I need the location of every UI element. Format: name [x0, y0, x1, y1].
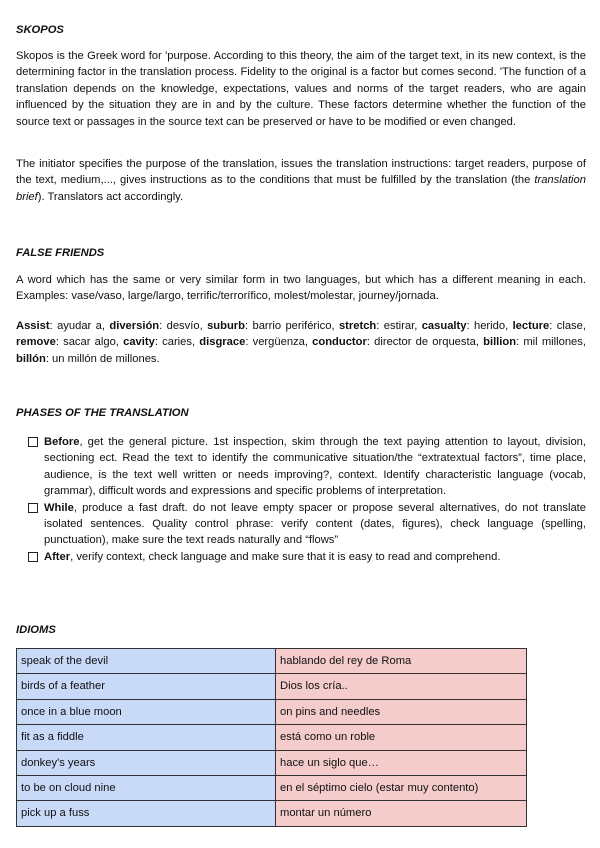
idiom-english: pick up a fuss: [17, 801, 276, 826]
checkbox-icon[interactable]: [28, 437, 38, 447]
ff-meaning: : vergüenza,: [245, 336, 313, 349]
phases-heading: PHASES OF THE TRANSLATION: [16, 407, 189, 419]
ff-meaning: : estirar,: [376, 320, 422, 332]
phase-text: , produce a fast draft. do not leave empty spacer or propose several alternatives, do not translate isolated sentences. Quality control phrase: verify content (dates, figures), check language (spelling, punctuation), make sure the text reads naturally and “flows”: [44, 501, 586, 547]
phase-text: , verify context, check language and make sure that it is easy to read and comprehend.: [70, 550, 501, 563]
ff-term: Assist: [16, 320, 50, 332]
idiom-english: birds of a feather: [17, 674, 276, 699]
table-row: [17, 750, 527, 775]
skopos-p2-end: ). Translators act accordingly.: [37, 190, 184, 203]
ff-meaning: : desvío,: [159, 320, 208, 332]
skopos-paragraph-2: [16, 156, 586, 205]
ff-meaning: : ayudar a,: [49, 320, 110, 332]
table-row: [17, 674, 527, 699]
table-row: [17, 649, 527, 674]
idiom-english: speak of the devil: [17, 649, 276, 674]
ff-term: casualty: [421, 320, 467, 332]
idioms-table: [16, 648, 527, 827]
idiom-spanish: montar un número: [276, 801, 527, 826]
idiom-spanish: hace un siglo que…: [276, 750, 527, 775]
ff-term: conductor: [312, 336, 367, 349]
idioms-heading: IDIOMS: [16, 624, 56, 636]
ff-meaning: : caries,: [154, 336, 200, 349]
phase-term: While: [44, 501, 74, 514]
ff-term: stretch: [338, 320, 377, 332]
phase-item-before: [28, 434, 586, 500]
ff-term: remove: [16, 336, 56, 349]
ff-term: lecture: [512, 320, 550, 332]
table-row: [17, 725, 527, 750]
idiom-english: donkey's years: [17, 750, 276, 775]
ff-meaning: : un millón de millones.: [45, 352, 160, 365]
idiom-english: once in a blue moon: [17, 699, 276, 724]
false-friends-heading: FALSE FRIENDS: [16, 247, 105, 259]
idiom-spanish: hablando del rey de Roma: [276, 649, 527, 674]
ff-term: diversión: [109, 320, 160, 332]
idiom-spanish: Dios los cría..: [276, 674, 527, 699]
ff-meaning: : clase,: [549, 320, 586, 332]
ff-term: billion: [483, 336, 517, 349]
phases-list: [28, 434, 586, 565]
idiom-spanish: en el séptimo cielo (estar muy contento): [276, 775, 527, 800]
ff-meaning: : barrio periférico,: [244, 320, 339, 332]
false-friends-definition: A word which has the same or very similar form in two languages, but which has a different meaning in each. Examples: vase/vaso, large/largo, terrific/terrorífico, molest/molestar, journey/jornada.: [16, 274, 586, 303]
ff-term: cavity: [123, 336, 155, 349]
skopos-paragraph-1: Skopos is the Greek word for 'purpose. According to this theory, the aim of the target text, in its new context, is the determining factor in the translation process. Fidelity to the original is a factor but comes second. 'The function of a translation depends on the knowledge, expectations, values and norms of the target readers, who are again influenced by the situation they are in and by the culture. These factors determine whether the function of the source text or passages in the source text can be preserved or have to be modified or even changed.: [16, 50, 586, 128]
false-friends-list: [16, 318, 586, 367]
skopos-heading: SKOPOS: [16, 24, 64, 36]
ff-term: disgrace: [199, 336, 246, 349]
phase-item-after: [28, 549, 586, 565]
idiom-english: fit as a fiddle: [17, 725, 276, 750]
table-row: [17, 699, 527, 724]
checkbox-icon[interactable]: [28, 503, 38, 513]
ff-meaning: : mil millones,: [516, 336, 586, 349]
phase-text: , get the general picture. 1st inspection, skim through the text paying attention to layout, division, sectioning ect. Read the text to identify the communicative situation/the “extratextual factors”, time place, audience, is the text well written or needs improving?, context. Identify characteristic language (vocab, grammar), difficult words and expressions and specific problems of interpretation.: [44, 436, 586, 498]
table-row: [17, 801, 527, 826]
table-row: [17, 775, 527, 800]
idiom-english: to be on cloud nine: [17, 775, 276, 800]
phase-term: Before: [44, 436, 80, 448]
idiom-spanish: on pins and needles: [276, 699, 527, 724]
idiom-spanish: está como un roble: [276, 725, 527, 750]
checkbox-icon[interactable]: [28, 552, 38, 562]
ff-meaning: : director de orquesta,: [366, 336, 484, 349]
translation-brief-term: translation brief: [16, 174, 586, 203]
phase-item-while: [28, 500, 586, 549]
ff-meaning: : herido,: [466, 320, 513, 332]
ff-meaning: : sacar algo,: [55, 336, 124, 349]
skopos-p2-text: The initiator specifies the purpose of the translation, issues the translation instructions: target readers, purpose of the text, medium,..., gives instructions as to the conditions that must be fulfilled by the translation (the: [16, 158, 586, 187]
ff-term: billón: [16, 352, 46, 365]
phase-term: After: [44, 550, 71, 563]
ff-term: suburb: [207, 320, 245, 332]
